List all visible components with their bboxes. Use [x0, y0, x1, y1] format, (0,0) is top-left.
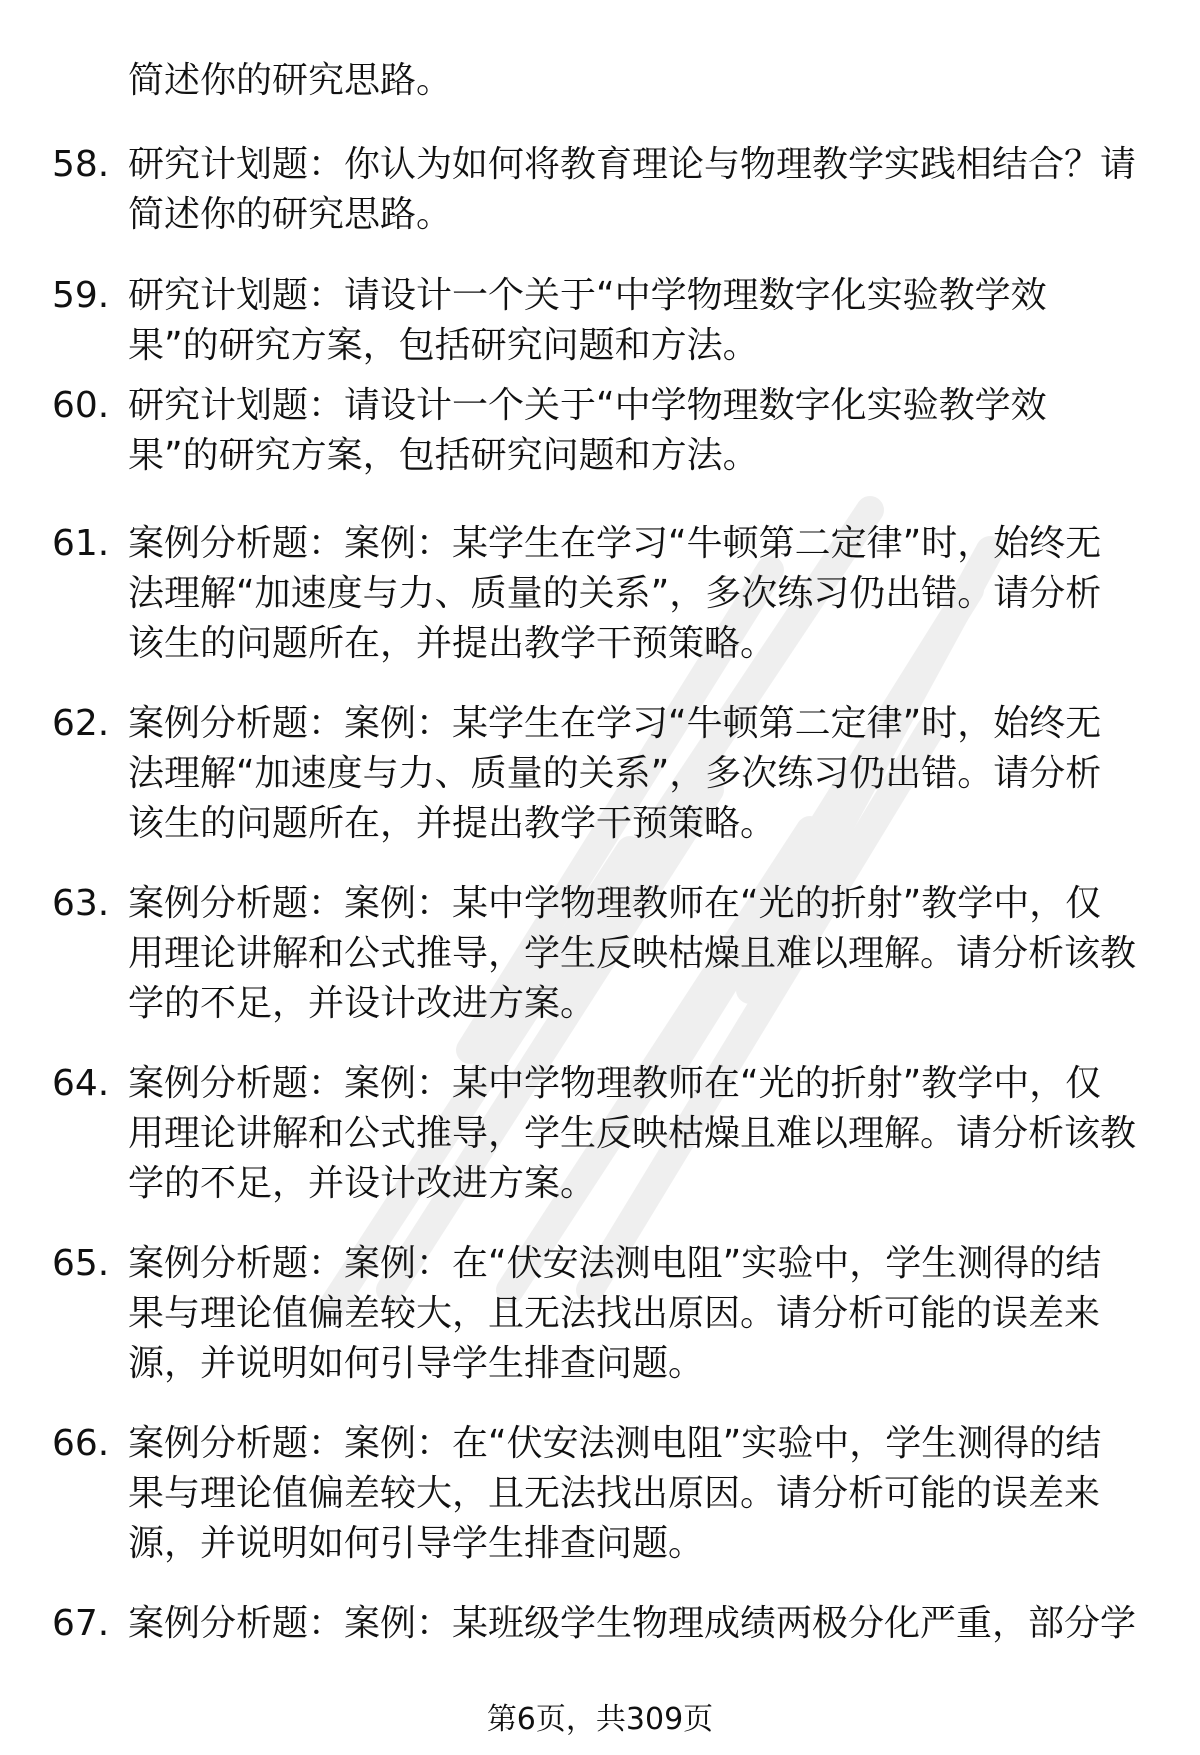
question-line: 案例分析题：案例：在“伏安法测电阻”实验中，学生测得的结: [128, 1423, 1102, 1464]
question-line: 案例分析题：案例：某中学物理教师在“光的折射”教学中，仅: [128, 883, 1102, 924]
question-text: [128, 879, 1136, 1029]
question-line: 学的不足，并设计改进方案。: [128, 1163, 597, 1204]
question-item: [0, 519, 1200, 699]
question-line: 果”的研究方案，包括研究问题和方法。: [128, 435, 759, 476]
question-line: 案例分析题：案例：某学生在学习“牛顿第二定律”时，始终无: [128, 703, 1102, 744]
question-line: 法理解“加速度与力、质量的关系”，多次练习仍出错。请分析: [128, 573, 1102, 614]
question-number: 60.: [52, 385, 110, 426]
question-line: 该生的问题所在，并提出教学干预策略。: [128, 803, 777, 844]
question-text: [128, 699, 1101, 849]
question-text: [128, 381, 1047, 481]
question-line: 案例分析题：案例：在“伏安法测电阻”实验中，学生测得的结: [128, 1243, 1102, 1284]
question-line: 源，并说明如何引导学生排查问题。: [128, 1523, 705, 1564]
question-number: 58.: [52, 144, 110, 185]
question-item: [0, 1419, 1200, 1599]
question-text: [128, 140, 1136, 240]
question-text: [128, 1419, 1101, 1569]
question-number: 63.: [52, 883, 110, 924]
question-line: 研究计划题：请设计一个关于“中学物理数字化实验教学效: [128, 385, 1047, 426]
question-number: 64.: [52, 1063, 110, 1104]
question-line: 源，并说明如何引导学生排查问题。: [128, 1343, 705, 1384]
question-number: 62.: [52, 703, 110, 744]
question-line: 法理解“加速度与力、质量的关系”，多次练习仍出错。请分析: [128, 753, 1102, 794]
question-item: [0, 1599, 1200, 1659]
question-number: 67.: [52, 1603, 110, 1644]
question-number: 66.: [52, 1423, 110, 1464]
question-item: [0, 271, 1200, 381]
question-number: 61.: [52, 523, 110, 564]
question-list: [0, 140, 1200, 1659]
question-line: 案例分析题：案例：某学生在学习“牛顿第二定律”时，始终无: [128, 523, 1102, 564]
question-item: [0, 879, 1200, 1059]
question-line: 该生的问题所在，并提出教学干预策略。: [128, 623, 777, 664]
question-line: 果”的研究方案，包括研究问题和方法。: [128, 325, 759, 366]
question-line: 案例分析题：案例：某班级学生物理成绩两极分化严重，部分学: [128, 1603, 1137, 1644]
question-line: 研究计划题：请设计一个关于“中学物理数字化实验教学效: [128, 275, 1047, 316]
question-text: [128, 1239, 1101, 1389]
question-line: 研究计划题：你认为如何将教育理论与物理教学实践相结合？请: [128, 144, 1137, 185]
question-line: 果与理论值偏差较大，且无法找出原因。请分析可能的误差来: [128, 1293, 1101, 1334]
question-item: [0, 1059, 1200, 1239]
question-item: [0, 381, 1200, 519]
question-line: 果与理论值偏差较大，且无法找出原因。请分析可能的误差来: [128, 1473, 1101, 1514]
question-text: [128, 271, 1047, 371]
question-line: 用理论讲解和公式推导，学生反映枯燥且难以理解。请分析该教: [128, 1113, 1137, 1154]
question-item: [0, 140, 1200, 271]
question-number: 59.: [52, 275, 110, 316]
question-text: [128, 519, 1101, 669]
page-footer: 第6页，共309页: [486, 1702, 714, 1737]
question-text: [128, 1599, 1136, 1649]
question-line: 学的不足，并设计改进方案。: [128, 983, 597, 1024]
continuation-text: 简述你的研究思路。: [128, 60, 453, 101]
question-line: 简述你的研究思路。: [128, 194, 453, 235]
question-line: 案例分析题：案例：某中学物理教师在“光的折射”教学中，仅: [128, 1063, 1102, 1104]
question-text: [128, 1059, 1136, 1209]
question-item: [0, 1239, 1200, 1419]
question-number: 65.: [52, 1243, 110, 1284]
question-item: [0, 699, 1200, 879]
question-line: 用理论讲解和公式推导，学生反映枯燥且难以理解。请分析该教: [128, 933, 1137, 974]
